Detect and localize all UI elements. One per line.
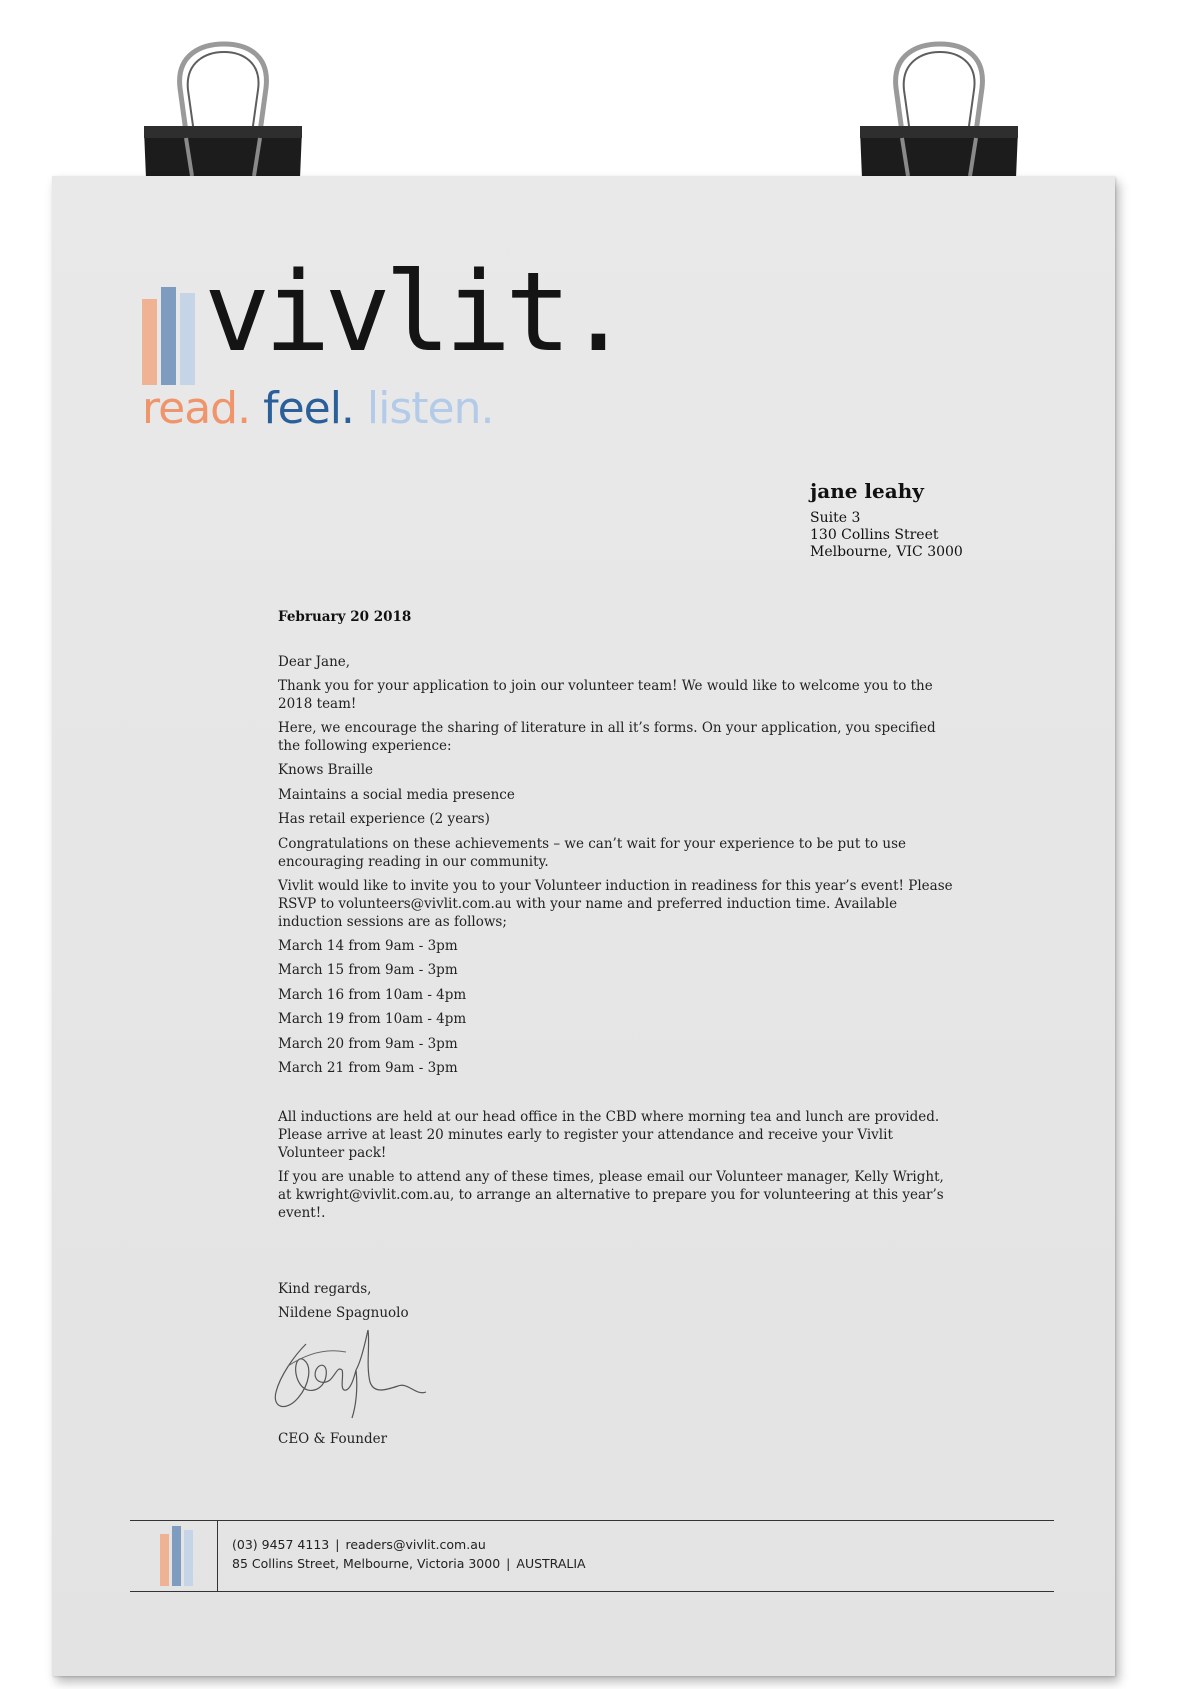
experience-item: Has retail experience (2 years): [278, 811, 490, 827]
address-line: Suite 3: [810, 510, 861, 526]
tagline-listen: listen.: [366, 383, 494, 434]
paragraph: Congratulations on these achievements – we can’t wait for your experience to be put to use encouraging reading in our community.: [278, 835, 907, 870]
session-item: March 19 from 10am - 4pm: [278, 1011, 467, 1027]
greeting: Dear Jane,: [278, 654, 351, 670]
footer-separator: |: [335, 1537, 340, 1552]
logo-wordmark: vivlit.: [204, 248, 626, 376]
signature-icon: [266, 1326, 436, 1426]
footer-email[interactable]: readers@vivlit.com.au: [345, 1537, 486, 1552]
paragraph: Vivlit would like to invite you to your Volunteer induction in readiness for this year’s event! Please RSVP to volunteers@vivlit.com.au with your name and preferred induction time. Available induction sessions are as follows;: [278, 877, 953, 930]
experience-item: Maintains a social media presence: [278, 786, 515, 803]
paragraph: Here, we encourage the sharing of literature in all it’s forms. On your application, you specified the following experience:: [278, 720, 936, 754]
book-bars-icon: [142, 287, 198, 385]
footer-divider: [217, 1521, 218, 1591]
vivlit-logo: [142, 248, 626, 437]
footer-phone: (03) 9457 4113: [232, 1537, 330, 1552]
paragraph: All inductions are held at our head office in the CBD where morning tea and lunch are provided. Please arrive at least 20 minutes early to register your attendance and receive your Vivlit Volunteer pack!: [278, 1108, 940, 1161]
address-line: Melbourne, VIC 3000: [810, 544, 963, 560]
session-item: March 20 from 9am - 3pm: [278, 1035, 458, 1052]
session-item: March 21 from 9am - 3pm: [278, 1060, 458, 1076]
footer-contact: [232, 1535, 586, 1573]
session-item: March 15 from 9am - 3pm: [278, 962, 458, 978]
footer-address: 85 Collins Street, Melbourne, Victoria 3000: [232, 1556, 501, 1571]
recipient-name: jane leahy: [810, 479, 924, 503]
letter-body: [278, 608, 958, 1454]
letter-footer: [130, 1520, 1054, 1592]
sender-name: Nildene Spagnuolo: [278, 1304, 409, 1321]
book-bars-small-icon: [160, 1526, 200, 1586]
tagline-read: read.: [142, 383, 251, 434]
recipient-address: [810, 478, 963, 561]
footer-country: AUSTRALIA: [516, 1556, 586, 1571]
signoff: Kind regards,: [278, 1280, 372, 1297]
paragraph: Thank you for your application to join our volunteer team! We would like to welcome you to the 2018 team!: [278, 678, 933, 712]
session-item: March 14 from 9am - 3pm: [278, 937, 458, 954]
paragraph: If you are unable to attend any of these times, please email our Volunteer manager, Kelly Wright, at kwright@vivlit.com.au, to arrange an alternative to prepare you for volunteering at this year’s event!.: [278, 1168, 944, 1221]
tagline-feel: feel.: [263, 383, 354, 434]
session-item: March 16 from 10am - 4pm: [278, 986, 467, 1003]
sender-title: CEO & Founder: [278, 1430, 388, 1447]
address-line: 130 Collins Street: [810, 527, 939, 543]
footer-separator: |: [506, 1556, 511, 1571]
logo-tagline: [142, 383, 494, 434]
letter-date: February 20 2018: [278, 609, 412, 625]
experience-item: Knows Braille: [278, 762, 374, 778]
